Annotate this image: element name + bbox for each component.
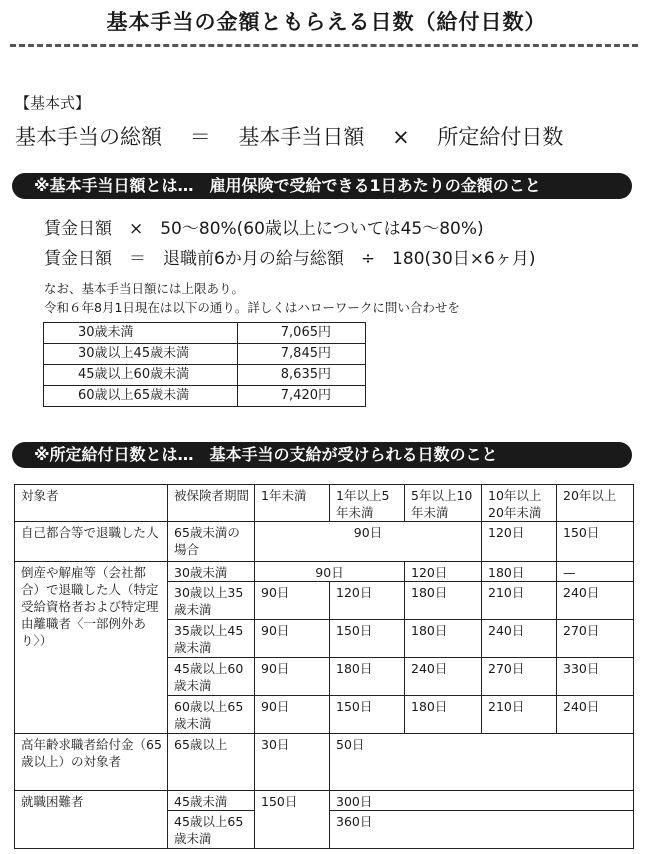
header-target: 対象者 <box>15 485 168 522</box>
days-cell: 90日 <box>255 620 330 658</box>
age-band: 45歳以上65歳未満 <box>168 811 255 849</box>
days-cell: 240日 <box>557 582 634 620</box>
age-band: 45歳以上60歳未満 <box>168 658 255 696</box>
age-band: 45歳未満 <box>168 791 255 811</box>
days-cell: 90日 <box>255 658 330 696</box>
table-header-row <box>15 485 634 522</box>
table-row <box>15 522 634 562</box>
days-cell: 210日 <box>482 582 557 620</box>
days-cell: 330日 <box>557 658 634 696</box>
table-row <box>44 323 366 344</box>
days-cell: 120日 <box>330 582 405 620</box>
age-band: 60歳以上65歳未満 <box>168 696 255 734</box>
days-cell: 240日 <box>557 696 634 734</box>
header-period: 被保険者期間 <box>168 485 255 522</box>
days-cell: 50日 <box>330 734 634 791</box>
days-cell: 90日 <box>255 522 482 562</box>
days-cell: 90日 <box>255 562 405 582</box>
age-band: 30歳以上35歳未満 <box>168 582 255 620</box>
benefit-days-banner: ※所定給付日数とは… 基本手当の支給が受けられる日数のこと <box>12 442 632 468</box>
days-cell: 180日 <box>405 620 482 658</box>
table-row <box>44 344 366 365</box>
table-row <box>15 791 634 811</box>
table-row <box>15 562 634 582</box>
formula-lhs: 基本手当の総額 <box>15 125 162 149</box>
limit-amount: 7,065円 <box>238 323 366 344</box>
header-10-20y: 10年以上20年未満 <box>482 485 557 522</box>
voluntary-label: 自己都合等で退職した人 <box>15 522 168 562</box>
days-cell: 210日 <box>482 696 557 734</box>
age-band: 30歳未満 <box>168 562 255 582</box>
limit-age: 30歳未満 <box>44 323 238 344</box>
benefit-days-table <box>14 484 634 849</box>
days-cell: 180日 <box>482 562 557 582</box>
limit-age: 60歳以上65歳未満 <box>44 386 238 407</box>
basic-formula <box>15 121 563 151</box>
limit-age: 45歳以上60歳未満 <box>44 365 238 386</box>
days-cell: — <box>557 562 634 582</box>
days-cell: 90日 <box>255 582 330 620</box>
days-cell: 270日 <box>557 620 634 658</box>
daily-amount-banner: ※基本手当日額とは… 雇用保険で受給できる1日あたりの金額のこと <box>12 173 632 199</box>
elderly-label: 高年齢求職者給付金（65歳以上）の対象者 <box>15 734 168 791</box>
formula-equals: ＝ <box>189 125 211 149</box>
basic-formula-label: 【基本式】 <box>15 94 91 112</box>
days-cell: 120日 <box>405 562 482 582</box>
note-line-1: なお、基本手当日額には上限あり。 <box>44 281 245 296</box>
days-cell: 180日 <box>405 582 482 620</box>
days-cell: 150日 <box>330 696 405 734</box>
days-cell: 180日 <box>405 696 482 734</box>
days-cell: 180日 <box>330 658 405 696</box>
title-divider <box>10 44 638 47</box>
days-cell: 150日 <box>330 620 405 658</box>
voluntary-age: 65歳未満の場合 <box>168 522 255 562</box>
days-cell: 150日 <box>557 522 634 562</box>
wage-formula-2: 賃金日額 ＝ 退職前6か月の給与総額 ÷ 180(30日×6ヶ月) <box>44 249 536 269</box>
days-cell: 240日 <box>405 658 482 696</box>
days-cell: 270日 <box>482 658 557 696</box>
header-under-1y: 1年未満 <box>255 485 330 522</box>
days-cell: 360日 <box>330 811 634 849</box>
page-title: 基本手当の金額ともらえる日数（給付日数） <box>106 10 547 34</box>
header-1-5y: 1年以上5年未満 <box>330 485 405 522</box>
table-row <box>15 734 634 791</box>
limit-amount: 7,845円 <box>238 344 366 365</box>
days-cell: 30日 <box>255 734 330 791</box>
limit-amount: 8,635円 <box>238 365 366 386</box>
wage-formula-1: 賃金日額 × 50〜80%(60歳以上については45〜80%) <box>44 219 484 239</box>
formula-times: × <box>392 125 410 149</box>
age-band: 35歳以上45歳未満 <box>168 620 255 658</box>
days-cell: 150日 <box>255 791 330 849</box>
days-cell: 90日 <box>255 696 330 734</box>
header-5-10y: 5年以上10年未満 <box>405 485 482 522</box>
table-row <box>44 365 366 386</box>
formula-term-daily: 基本手当日額 <box>238 125 365 149</box>
days-cell: 300日 <box>330 791 634 811</box>
header-over-20y: 20年以上 <box>557 485 634 522</box>
bankruptcy-label: 倒産や解雇等（会社都合）で退職した人（特定受給資格者および特定理由離職者〈一部例外あり〉） <box>15 562 168 734</box>
daily-limit-table <box>43 322 366 407</box>
note-line-2: 令和６年8月1日現在は以下の通り。詳しくはハローワークに問い合わせを <box>44 300 460 315</box>
hard-label: 就職困難者 <box>15 791 168 849</box>
days-cell: 240日 <box>482 620 557 658</box>
days-cell: 120日 <box>482 522 557 562</box>
limit-age: 30歳以上45歳未満 <box>44 344 238 365</box>
elderly-age: 65歳以上 <box>168 734 255 791</box>
table-row <box>44 386 366 407</box>
formula-term-days: 所定給付日数 <box>437 125 564 149</box>
limit-amount: 7,420円 <box>238 386 366 407</box>
